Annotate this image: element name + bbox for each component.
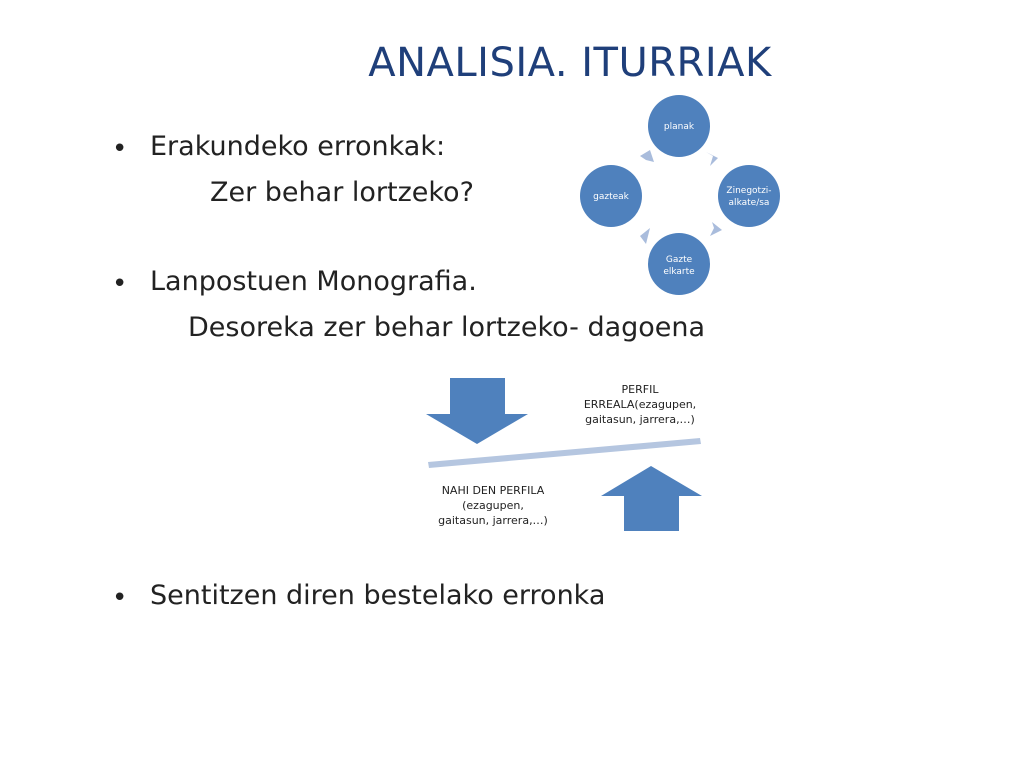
- cycle-label-zinegotzi-2: alkate/sa: [728, 198, 770, 208]
- cycle-label-gazteak: gazteak: [593, 192, 629, 202]
- cycle-label-planak: planak: [663, 122, 695, 132]
- bullet-1-text: Erakundeko erronkak:: [150, 131, 446, 162]
- balance-beam: [428, 438, 701, 468]
- bullet-2-sub: Desoreka zer behar lortzeko- dagoena: [188, 312, 706, 343]
- bullet-1-sub: Zer behar lortzeko?: [210, 177, 474, 208]
- cycle-node-zinegotzi: [718, 165, 780, 227]
- perfil-erreala-label-3: gaitasun, jarrera,…): [585, 413, 695, 426]
- cycle-diagram: [580, 95, 780, 295]
- down-arrow-icon: [426, 378, 528, 444]
- balance-diagram: [426, 378, 702, 531]
- cycle-label-gazte-1: Gazte: [665, 255, 693, 265]
- cycle-arrow-icon: [640, 228, 650, 244]
- nahi-den-perfila-label-1: NAHI DEN PERFILA: [441, 484, 545, 497]
- cycle-arrow-icon: [640, 150, 654, 162]
- perfil-erreala-label-1: PERFIL: [621, 383, 659, 396]
- cycle-label-gazte-2: elkarte: [663, 267, 695, 277]
- slide-title: ANALISIA. ITURRIAK: [368, 40, 772, 86]
- up-arrow-icon: [601, 466, 702, 531]
- bullet-2-text: Lanpostuen Monografia.: [150, 266, 477, 297]
- nahi-den-perfila-label-3: gaitasun, jarrera,…): [438, 514, 548, 527]
- bullet-dot: •: [112, 134, 128, 164]
- cycle-label-zinegotzi-1: Zinegotzi-: [726, 186, 772, 196]
- bullet-dot: •: [112, 269, 128, 299]
- nahi-den-perfila-label-2: (ezagupen,: [462, 499, 524, 512]
- cycle-arrow-icon: [710, 222, 722, 236]
- cycle-arrow-icon: [706, 152, 718, 166]
- bullet-dot: •: [112, 583, 128, 613]
- perfil-erreala-label-2: ERREALA(ezagupen,: [583, 398, 697, 411]
- bullet-3-text: Sentitzen diren bestelako erronka: [150, 580, 606, 611]
